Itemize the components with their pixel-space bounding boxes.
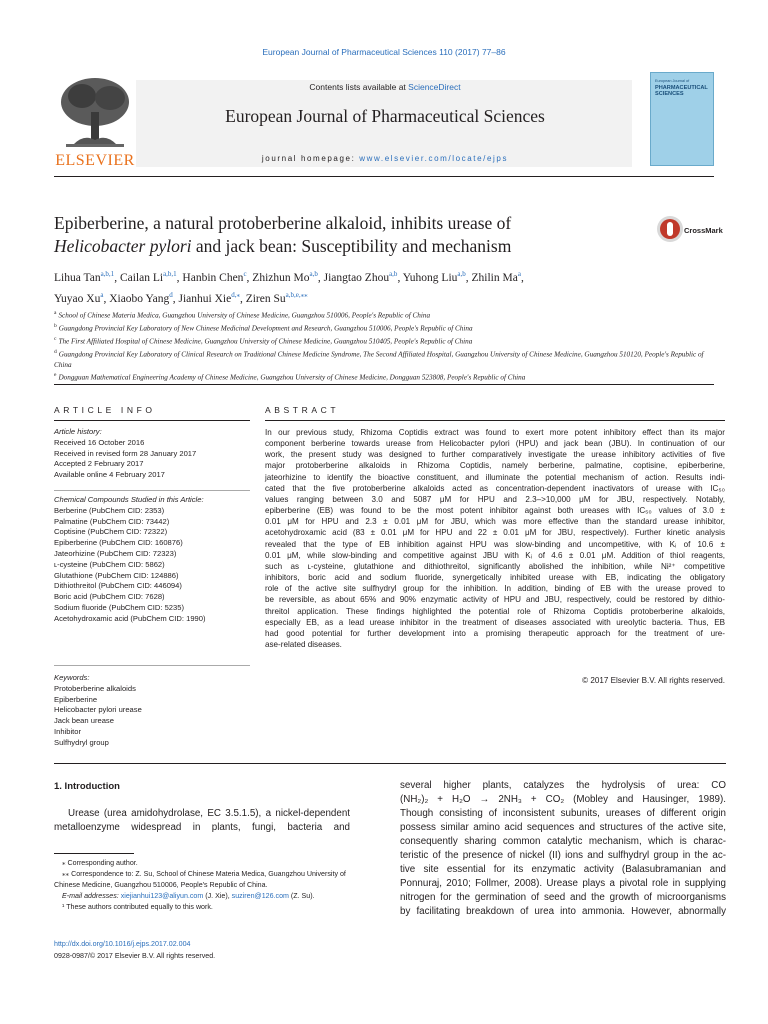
footnote-emails: [54, 891, 354, 902]
affiliation-rule: [54, 384, 714, 385]
affiliation-item: [54, 308, 718, 321]
text-line: epiberberine (EB) was found to be the most potent inhibitor against both ureases with IC₅₀ values of 3.0 ±: [265, 506, 725, 516]
text-line: nitrogen for the germination of seed and the growth of microorganisms: [400, 892, 726, 903]
author-name[interactable]: Xiaobo Yang: [109, 292, 170, 305]
text-line: Urease (urea amidohydrolase, EC 3.5.1.5), a nickel-dependent: [68, 808, 350, 819]
text-line: cated that the five protoberberine alkaloids acted as concentration-dependent inactivators of urease with IC₅₀: [265, 483, 725, 493]
affiliation-text: Guangdong Provincial Key Laboratory of New Chinese Medicinal Development and Research, Guangzhou 510006, People's Republic of China: [58, 324, 473, 333]
doi-link[interactable]: http://dx.doi.org/10.1016/j.ejps.2017.02.004: [54, 940, 191, 948]
author-affiliation-marker[interactable]: d: [169, 290, 173, 299]
author-affiliation-marker[interactable]: a,b,1: [100, 270, 115, 278]
affiliations: [54, 308, 718, 383]
compounds-rule: [54, 665, 250, 666]
text-line: role of the active site sulfhydryl group for the inhibition. In addition, binding of EB with the urease proved to: [265, 584, 725, 594]
author-affiliation-marker[interactable]: a,b: [389, 270, 398, 278]
affiliation-item: [54, 370, 718, 383]
compound-item: Boric acid (PubChem CID: 7628): [54, 592, 165, 602]
text-line: such as ʟ-cysteine, glutathione and dithiothreitol, significantly abolished the inhibition, while Ni²⁺ competitive: [265, 561, 725, 571]
contents-line: [140, 82, 630, 92]
email-who-su: (Z. Su).: [288, 892, 315, 900]
text-line: 0.01 μM for HPU and 2.3 ± 0.01 μM for JBU, which was more effective than the standard urease inhibitor,: [265, 517, 725, 527]
abstract-text: [265, 427, 725, 650]
affiliation-letter: e: [54, 372, 57, 379]
affiliation-letter: b: [54, 322, 57, 329]
history-item: Received 16 October 2016: [54, 437, 145, 447]
contents-prefix: Contents lists available at: [309, 82, 409, 92]
author-affiliation-marker[interactable]: a,b: [457, 270, 466, 278]
crossmark-label: CrossMark: [684, 226, 723, 235]
author-list: [54, 266, 718, 308]
keyword-item: Epiberberine: [54, 694, 98, 704]
affiliation-letter: a: [54, 310, 57, 316]
affiliation-letter: d: [54, 348, 57, 355]
text-line: possess similar amino acid sequences and structures of the active site,: [400, 822, 726, 833]
text-line: component berberine towards urease from Helicobacter pylori (HPU) and jack bean (JBU). In continuation of our: [265, 439, 725, 449]
text-line: 0.01 μM, while slow-binding and competitive against JBU with Kᵢ of 4.6 ± 0.01 μM. Addition of thiol reagents,: [265, 550, 725, 560]
text-line: In our previous study, Rhizoma Coptidis extract was found to exert more potent inhibitory effect than its major: [265, 428, 725, 437]
footnote-correspondence-cont: Chinese Medicine, Guangzhou 510006, People's Republic of China.: [54, 881, 268, 889]
journal-title: European Journal of Pharmaceutical Sciences: [225, 106, 545, 126]
text-line: several higher plants, catalyzes the hydrolysis of urea: CO: [400, 780, 726, 791]
author-name[interactable]: Cailan Li: [119, 271, 164, 284]
keyword-item: Sulfhydryl group: [54, 737, 109, 747]
homepage-prefix: journal homepage:: [261, 154, 360, 163]
text-line: teristic of the presence of nickel (II) ions and sulfhydryl group in the ac-: [400, 850, 726, 861]
author-separator: ,: [246, 271, 253, 284]
author-name[interactable]: Lihua Tan: [54, 271, 101, 284]
keyword-item: Inhibitor: [54, 726, 82, 736]
keyword-item: Helicobacter pylori urease: [54, 705, 142, 715]
email-link-xie[interactable]: xiejianhui123@aliyun.com: [120, 892, 204, 900]
compound-item: Coptisine (PubChem CID: 72322): [54, 527, 168, 537]
compound-item: Dithiothreitol (PubChem CID: 446094): [54, 581, 182, 591]
author-affiliation-marker[interactable]: a,b,1: [163, 270, 177, 278]
author-separator: ,: [103, 292, 110, 305]
affiliation-text: The First Affiliated Hospital of Chinese Medicine, Guangzhou University of Chinese Medicine, Guangzhou 510405, People's Republic of China: [58, 337, 473, 346]
history-label: Article history:: [54, 427, 102, 436]
text-line: (NH₂)₂ + H₂O → 2NH₃ + CO₂ (Mobley and Hausinger, 1989).: [400, 794, 726, 805]
author-separator: ,: [317, 271, 324, 284]
author-name[interactable]: Yuyao Xu: [54, 292, 101, 305]
title-line-2-rest: and jack bean: Susceptibility and mechanism: [191, 236, 512, 256]
footnotes: [54, 858, 354, 913]
author-affiliation-marker[interactable]: d,⁎: [231, 290, 240, 299]
text-line: tive site essential for its enzymatic activity (Balasubramanian and: [400, 864, 726, 875]
keywords-list: [54, 673, 254, 749]
email-link-su[interactable]: suziren@126.com: [231, 892, 289, 900]
author-name[interactable]: Hanbin Chen: [182, 271, 244, 284]
compounds-list: [54, 495, 254, 625]
author-affiliation-marker[interactable]: a,b,e,⁎⁎: [285, 290, 308, 299]
keyword-item: Protoberberine alkaloids: [54, 683, 136, 693]
text-line: be reversible, as about 65% and 90% enzymatic activity of HPU and JBU, respectively, could be restored by dithio-: [265, 595, 725, 605]
affiliation-item: [54, 321, 718, 334]
issn-line: 0928-0987/© 2017 Elsevier B.V. All rights reserved.: [54, 952, 216, 960]
footnote-corresponding: ⁎ Corresponding author.: [62, 859, 138, 867]
journal-cover: [650, 72, 714, 166]
text-line: values ranging between 3.0 and 5087 μM for HPU and 2.3–>10,000 μM for JBU, respectively. Notably,: [265, 494, 725, 504]
compound-item: Glutathione (PubChem CID: 124886): [54, 570, 179, 580]
title-line-1: Epiberberine, a natural protoberberine alkaloid, inhibits urease of: [54, 213, 512, 233]
footnote-rule: [54, 853, 134, 854]
paper-title: [54, 212, 614, 258]
author-separator: ,: [465, 271, 472, 284]
intro-right-column: [400, 779, 726, 919]
text-line: had good potential for further development into a promising therapeutic approach for the treatment of ure-: [265, 628, 725, 638]
author-name[interactable]: Jianhui Xie: [178, 292, 232, 305]
affiliation-text: Dongguan Mathematical Engineering Academy of Chinese Medicine, Guangzhou University of Chinese Medicine, Dongguan 523808, People's Republic of China: [58, 373, 526, 382]
compound-item: Sodium fluoride (PubChem CID: 5235): [54, 602, 184, 612]
author-affiliation-marker[interactable]: a: [100, 290, 104, 299]
text-line: Ponnuraj, 2010; Follmer, 2008). Urease plays a pivotal role in supplying: [400, 878, 726, 889]
text-line: by facilitating breakdown of urea into ammonia. However, abnormally: [400, 906, 726, 917]
author-name[interactable]: Ziren Su: [245, 292, 286, 305]
affiliation-text: School of Chinese Materia Medica, Guangzhou University of Chinese Medicine, Guangzhou 510006, People's Republic of China: [58, 311, 431, 320]
author-affiliation-marker[interactable]: a,b: [309, 270, 318, 278]
crossmark-icon: [655, 214, 685, 244]
author-separator: ,: [176, 271, 183, 284]
text-line: acetohydroxamic acid (83 ± 0.01 μM for HPU and 22 ± 0.01 μM for JBU, respectively). Further kinetic analysis: [265, 528, 725, 538]
history-item: Received in revised form 28 January 2017: [54, 448, 197, 458]
history-rule: [54, 490, 250, 491]
author-separator: ,: [114, 271, 120, 284]
compound-item: Berberine (PubChem CID: 2353): [54, 505, 165, 515]
author-name[interactable]: Jiangtao Zhou: [323, 271, 390, 284]
article-info-rule: [54, 420, 250, 421]
journal-reference[interactable]: European Journal of Pharmaceutical Sciences 110 (2017) 77–86: [262, 47, 506, 57]
intro-left-column: [54, 807, 350, 835]
introduction-heading: 1. Introduction: [54, 781, 120, 792]
author-separator: ,: [239, 292, 246, 305]
cover-title: PHARMACEUTICAL SCIENCES: [655, 85, 708, 97]
abstract-rule: [265, 420, 725, 421]
text-line: jateorhizine to identify the bioactive constituent, and illuminate the potential mechanism of action. Results indi-: [265, 472, 725, 482]
author-separator: ,: [397, 271, 403, 284]
compound-item: Epiberberine (PubChem CID: 160876): [54, 538, 183, 548]
history-item: Available online 4 February 2017: [54, 470, 165, 480]
affiliation-letter: c: [54, 335, 57, 342]
affiliation-text: Guangdong Provincial Key Laboratory of Clinical Research on Traditional Chinese Medicine Syndrome, The Second Affiliated Hospital, Guangzhou University of Chinese Medicine, Guangzhou 510120, People's Republic of China: [54, 350, 704, 369]
text-line: metalloenzyme widespread in plants, fungi, bacteria and: [54, 822, 350, 833]
footnote-correspondence: ⁎⁎ Correspondence to: Z. Su, School of Chinese Materia Medica, Guangzhou University of: [62, 870, 346, 878]
author-separator: ,: [172, 292, 179, 305]
text-line: especially EB, as a lead urease inhibitor in the treatment of diseases associated with ureolytic bacteria. Thus, EB: [265, 617, 725, 627]
text-line: inhibitors, boric acid and sodium fluoride, synergetically inhibited urease with EB, indicating the obligatory: [265, 573, 725, 583]
keywords-label: Keywords:: [54, 673, 90, 682]
text-line: threitol application. These findings highlighted the potential role of Rhizoma Coptidis protoberberine alkaloids,: [265, 606, 725, 616]
title-organism: Helicobacter pylori: [54, 236, 192, 256]
article-info-heading: ARTICLE INFO: [54, 405, 156, 415]
author-name[interactable]: Yuhong Liu: [402, 271, 458, 284]
text-line: ase-related diseases.: [265, 639, 342, 649]
homepage-link[interactable]: www.elsevier.com/locate/ejps: [359, 154, 509, 163]
elsevier-logo: [54, 70, 136, 170]
article-history: [54, 427, 254, 481]
compound-item: ʟ-cysteine (PubChem CID: 5862): [54, 559, 165, 569]
text-line: major protoberberine alkaloids in Rhizoma Coptidis, namely berberine, palmatine, coptisine, epiberberine,: [265, 461, 725, 471]
email-label: E-mail addresses:: [62, 892, 121, 900]
email-who-xie: (J. Xie),: [203, 892, 232, 900]
compounds-label: Chemical Compounds Studied in this Article:: [54, 495, 204, 504]
compound-item: Acetohydroxamic acid (PubChem CID: 1990): [54, 613, 206, 623]
author-affiliation-marker[interactable]: a: [517, 270, 521, 278]
footnote-equal-contribution: ¹ These authors contributed equally to this work.: [62, 903, 213, 911]
compound-item: Jateorhizine (PubChem CID: 72323): [54, 548, 177, 558]
cover-small-text: European Journal of: [655, 79, 690, 83]
keyword-item: Jack bean urease: [54, 716, 114, 726]
history-item: Accepted 2 February 2017: [54, 459, 144, 469]
author-affiliation-marker[interactable]: c: [243, 270, 247, 278]
header-rule: [54, 176, 714, 177]
abstract-copyright: © 2017 Elsevier B.V. All rights reserved.: [582, 676, 725, 685]
text-line: consequently sharing common catalytic mechanism, which is charac-: [400, 836, 726, 847]
affiliation-item: [54, 347, 718, 370]
text-line: Though consisting of inconsistent subunits, ureases of different origin: [400, 808, 726, 819]
text-line: revealed that the type of EB inhibition against HPU was slow-binding and uncompetitive, with Kᵢ of 10.6 ±: [265, 539, 725, 549]
body-rule: [54, 763, 726, 764]
abstract-heading: ABSTRACT: [265, 405, 340, 415]
sciencedirect-link[interactable]: ScienceDirect: [408, 82, 461, 92]
text-line: work, the present study was designed to further comparatively investigate the urease inhibitory activities of five: [265, 450, 725, 460]
publisher-name: ELSEVIER: [55, 152, 135, 169]
author-separator: ,: [520, 271, 524, 284]
homepage-line: [140, 154, 630, 163]
author-name[interactable]: Zhilin Ma: [471, 271, 518, 284]
compound-item: Palmatine (PubChem CID: 73442): [54, 516, 170, 526]
affiliation-item: [54, 334, 718, 347]
author-name[interactable]: Zhizhun Mo: [252, 271, 310, 284]
title-line-2: [54, 235, 614, 258]
